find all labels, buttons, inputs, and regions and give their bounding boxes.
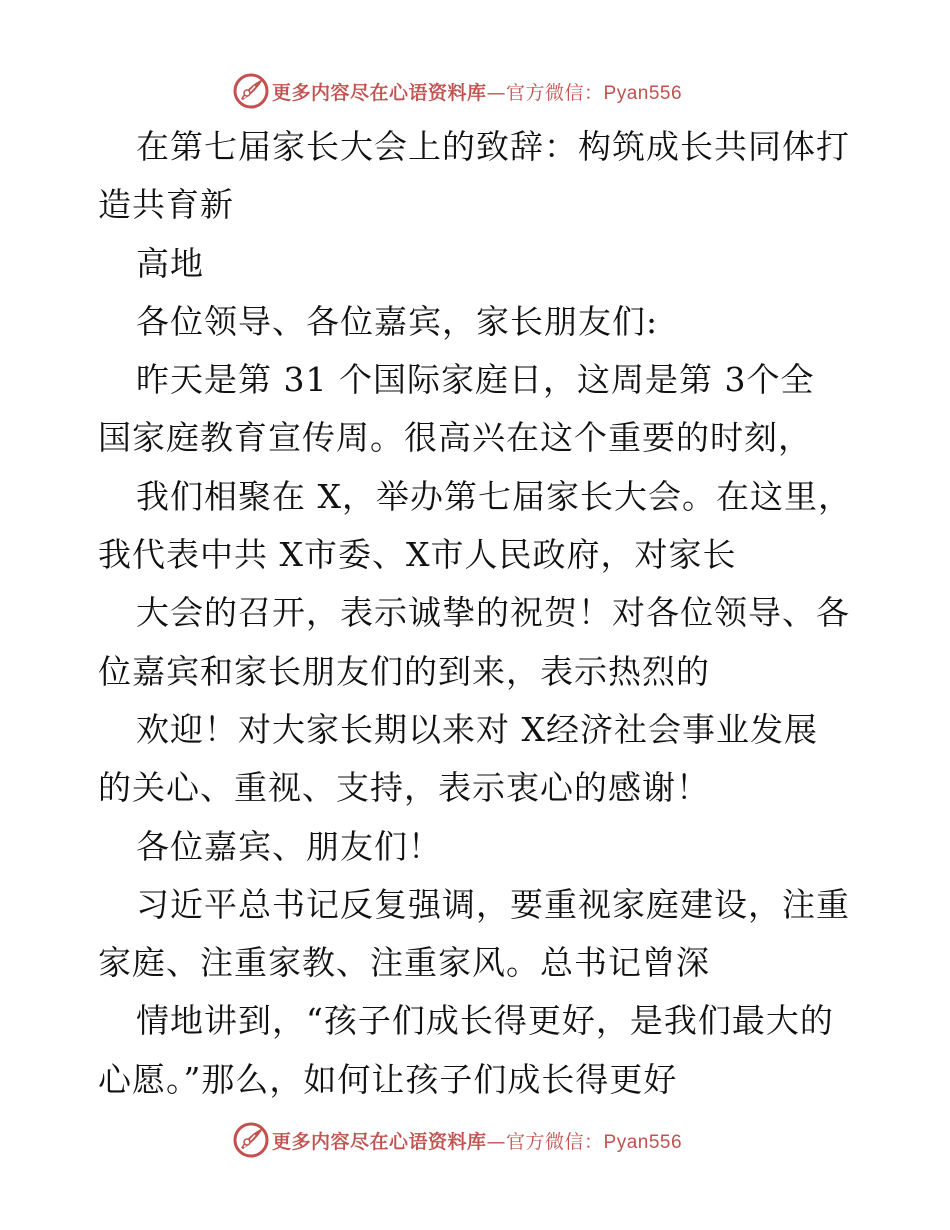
doc-line: 在第七届家长大会上的致辞：构筑成长共同体打 (136, 127, 850, 166)
quill-logo-icon (232, 1121, 270, 1159)
doc-line: 心愿。”那么，如何让孩子们成长得更好 (98, 1059, 678, 1099)
footer-banner (232, 1120, 682, 1160)
doc-line: 我代表中共 X市委、X市人民政府，对家长 (98, 535, 737, 575)
banner-separator: — (486, 1130, 507, 1153)
doc-line: 国家庭教育宣传周。很高兴在这个重要的时刻， (98, 418, 812, 458)
doc-line: 各位领导、各位嘉宾，家长朋友们: (136, 301, 659, 341)
doc-line: 欢迎！对大家长期以来对 X经济社会事业发展 (136, 709, 818, 749)
doc-line: 位嘉宾和家长朋友们的到来，表示热烈的 (98, 651, 710, 691)
banner-wechat-label: 官方微信： (506, 81, 604, 104)
banner-wechat-handle: Pyan556 (603, 82, 683, 104)
doc-line: 昨天是第 31 个国际家庭日，这周是第 3个全 (136, 360, 815, 400)
banner-title: 更多内容尽在心语资料库 (272, 1130, 487, 1153)
document-body (98, 118, 878, 1109)
banner-wechat-label: 官方微信： (506, 1130, 604, 1153)
doc-line: 习近平总书记反复强调，要重视家庭建设，注重 (136, 884, 850, 924)
quill-logo-icon (232, 72, 270, 110)
doc-line: 大会的召开，表示诚挚的祝贺！对各位领导、各 (136, 593, 850, 633)
banner-wechat-handle: Pyan556 (603, 1131, 683, 1153)
banner-title: 更多内容尽在心语资料库 (272, 81, 487, 104)
doc-line: 家庭、注重家教、注重家风。总书记曾深 (98, 943, 710, 983)
doc-line: 我们相聚在 X，举办第七届家长大会。在这里， (136, 476, 852, 516)
doc-line: 高地 (136, 243, 204, 283)
header-banner (232, 71, 682, 111)
doc-line: 情地讲到，“孩子们成长得更好，是我们最大的 (136, 1001, 834, 1041)
doc-line: 各位嘉宾、朋友们！ (136, 826, 442, 866)
doc-line: 的关心、重视、支持，表示衷心的感谢！ (98, 768, 710, 808)
doc-line: 造共育新 (98, 185, 234, 225)
banner-separator: — (486, 81, 507, 104)
